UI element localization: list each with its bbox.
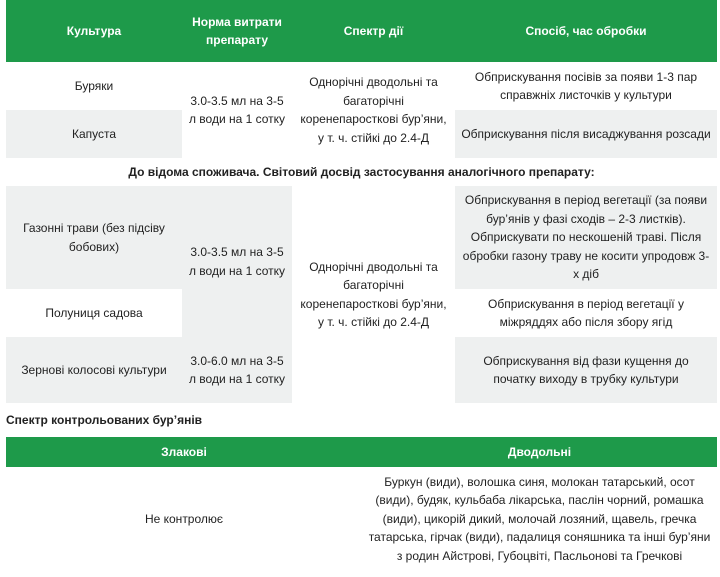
rate-cell: 3.0-6.0 мл на 3-5 л води на 1 сотку [182,337,292,403]
header-dicots: Дводольні [362,437,717,467]
rate-cell: 3.0-3.5 мл на 3-5 л води на 1 сотку [182,62,292,158]
consumer-note: До відома споживача. Світовий досвід застосування аналогічного препарату: [128,165,595,179]
table-header-row [6,437,717,467]
rate-cell: 3.0-3.5 мл на 3-5 л води на 1 сотку [182,186,292,337]
method-cell: Обприскування в період вегетації (за появи бур’янів у фазі сходів – 2-3 листків). Обприскувати по нескошеній траві. Після обробки газону траву не косити упродовж 3-х діб [455,186,717,289]
table-row [6,186,717,289]
weeds-table [6,437,717,571]
table-header-row [6,0,717,62]
header-crop: Культура [6,0,182,62]
table-row [6,467,717,571]
method-cell: Обприскування після висаджування розсади [455,110,717,158]
header-rate: Норма витрати препарату [182,0,292,62]
crop-cell: Капуста [6,110,182,158]
grass-cell: Не контролює [6,467,362,571]
spectrum-cell: Однорічні дводольні та багаторічні коренепаросткові бур’яни, у т. ч. стійкі до 2.4-Д [292,62,455,158]
method-cell: Обприскування в період вегетації у міжряддях або після збору ягід [455,289,717,337]
crop-cell: Зернові колосові культури [6,337,182,403]
world-experience-table [6,186,717,403]
crop-cell: Полуниця садова [6,289,182,337]
application-table [6,0,717,158]
spectrum-cell: Однорічні дводольні та багаторічні коренепаросткові бур’яни, у т. ч. стійкі до 2.4-Д [292,186,455,403]
crop-cell: Газонні трави (без підсіву бобових) [6,186,182,289]
product-info-sheet [6,0,717,571]
dicots-cell: Буркун (види), волошка синя, молокан татарський, осот (види), будяк, кульбаба лікарська, паслін чорний, ромашка (види), цикорій дикий, молочай лозяний, щавель, гречка татарська, гірчак (види), падалиця соняшника та інші бур’яни з родин Айстрові, Губоцвіті, Пасльонові та Гречкові [362,467,717,571]
weeds-section-title: Спектр контрольованих бур’янів [6,413,203,427]
header-spectrum: Спектр дії [292,0,455,62]
crop-cell: Буряки [6,62,182,110]
method-cell: Обприскування від фази кущення до початку виходу в трубку культури [455,337,717,403]
table-row [6,62,717,110]
header-grass: Злакові [6,437,362,467]
header-method: Спосіб, час обробки [455,0,717,62]
method-cell: Обприскування посівів за появи 1-3 пар справжніх листочків у культури [455,62,717,110]
